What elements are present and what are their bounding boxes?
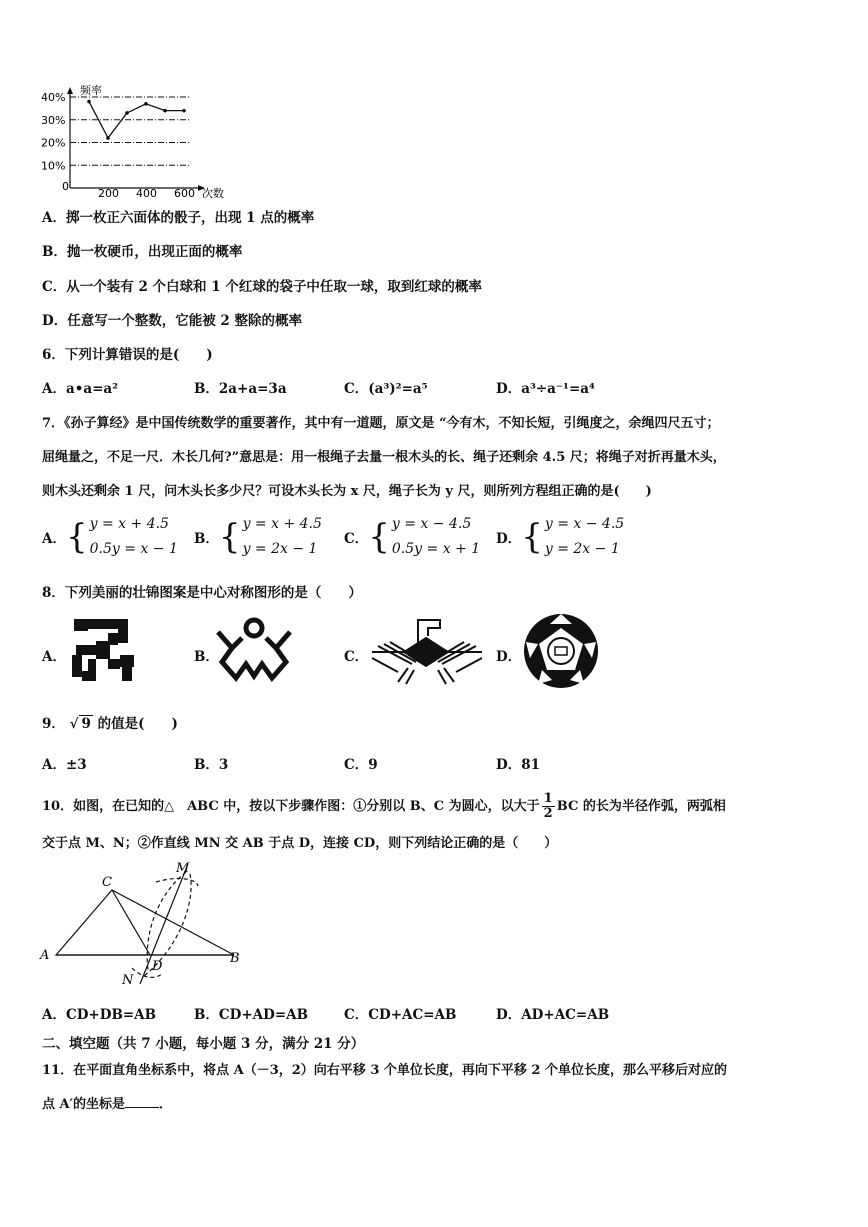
point-label-c: C bbox=[102, 875, 112, 890]
q10-option-c: C．CD+AC=AB bbox=[344, 1007, 457, 1023]
q7-option-b bbox=[194, 512, 322, 562]
q5-option-b: B．抛一枚硬币，出现正面的概率 bbox=[42, 244, 243, 260]
data-point bbox=[182, 109, 186, 113]
brace: { bbox=[368, 517, 390, 557]
q9-tail: 的值是( ) bbox=[97, 716, 178, 732]
data-point bbox=[125, 111, 129, 115]
q11-line-2-end: ． bbox=[159, 1097, 173, 1112]
equation: y = x + 4.5 bbox=[242, 516, 322, 532]
q7-line-2: 屈绳量之，不足一尺．木长几何?”意思是：用一根绳子去量一根木头的长、绳子还剩余 4.5 尺；将绳子对折再量木头， bbox=[42, 450, 726, 465]
q10-line-1-end: BC 的长为半径作弧，两弧相 bbox=[556, 799, 726, 814]
y-tick-label: 30% bbox=[41, 113, 66, 127]
q10-option-a: A．CD+DB=AB bbox=[42, 1007, 157, 1023]
q8-option-b-label: B． bbox=[194, 649, 219, 665]
q8-option-c-label: C． bbox=[344, 649, 369, 665]
q7-option-d bbox=[496, 512, 624, 562]
data-point bbox=[144, 102, 148, 106]
q7-option-a bbox=[42, 512, 178, 562]
fraction-half bbox=[542, 792, 555, 821]
q7-option-b-label: B． bbox=[194, 531, 219, 547]
pattern-b-image bbox=[214, 614, 294, 686]
q5-option-a: A．掷一枚正六面体的骰子，出现 1 点的概率 bbox=[42, 210, 315, 226]
q6-stem: 6．下列计算错误的是( ) bbox=[42, 347, 213, 363]
q7-option-c-label: C． bbox=[344, 531, 369, 547]
q7-option-c bbox=[344, 512, 480, 562]
q10-option-d: D．AD+AC=AB bbox=[496, 1007, 610, 1023]
q9-option-d: D．81 bbox=[496, 757, 540, 773]
q11-line-2 bbox=[42, 1093, 172, 1112]
q11-line-1: 11．在平面直角坐标系中，将点 A（－3，2）向右平移 3 个单位长度，再向下平移 2 个单位长度，那么平移后对应的 bbox=[42, 1063, 727, 1078]
answer-blank bbox=[125, 1095, 159, 1108]
y-tick-label: 40% bbox=[41, 91, 66, 104]
data-point bbox=[106, 136, 110, 140]
equation: y = x + 4.5 bbox=[89, 516, 169, 532]
point-label-d: D bbox=[152, 959, 163, 974]
y-tick-label: 10% bbox=[41, 159, 66, 173]
q6-option-d: D．a³÷a⁻¹=a⁴ bbox=[496, 381, 595, 397]
x-tick-label: 600 bbox=[174, 187, 195, 200]
pattern-c-image bbox=[368, 614, 486, 686]
q5-option-c: C．从一个装有 2 个白球和 1 个红球的袋子中任取一球，取到红球的概率 bbox=[42, 279, 482, 295]
q10-line-1 bbox=[42, 792, 726, 821]
pattern-a-image bbox=[68, 615, 138, 685]
point-label-b: B bbox=[230, 951, 240, 966]
equation: 0.5y = x − 1 bbox=[89, 541, 178, 557]
y-axis-label: 频率 bbox=[80, 84, 102, 97]
pattern-d-image bbox=[522, 612, 600, 690]
sqrt-radicand: 9 bbox=[81, 716, 91, 732]
point-label-a: A bbox=[40, 948, 50, 963]
sqrt-expression: √ 9 bbox=[69, 716, 91, 732]
q9-stem bbox=[42, 712, 178, 732]
q9-option-c: C．9 bbox=[344, 757, 378, 773]
equation: y = x − 4.5 bbox=[544, 516, 625, 532]
q10-line-2: 交于点 M、N；②作直线 MN 交 AB 于点 D，连接 CD，则下列结论正确的是（ ） bbox=[42, 836, 558, 851]
q8-option-a-label: A． bbox=[42, 649, 66, 665]
y-tick-label: 20% bbox=[41, 136, 66, 150]
equation: y = x − 4.5 bbox=[391, 516, 472, 532]
q6-option-c: C．(a³)²=a⁵ bbox=[344, 381, 428, 397]
brace: { bbox=[65, 517, 88, 557]
equation: y = 2x − 1 bbox=[544, 541, 620, 557]
frequency-line-chart bbox=[30, 80, 270, 200]
data-point bbox=[163, 109, 167, 113]
origin-label: 0 bbox=[62, 180, 69, 193]
q8-option-d-label: D． bbox=[496, 649, 522, 665]
y-axis-arrow bbox=[67, 87, 73, 94]
x-tick-label: 400 bbox=[136, 187, 157, 200]
triangle-construction-figure bbox=[36, 858, 246, 990]
x-tick-labels bbox=[98, 187, 195, 200]
x-tick-label: 200 bbox=[98, 187, 119, 200]
fraction-numerator: 1 bbox=[543, 791, 553, 806]
q7-line-3: 则木头还剩余 1 尺，问木头长多少尺？可设木头长为 x 尺，绳子长为 y 尺，则所列方程组正确的是( ) bbox=[42, 484, 652, 499]
equation: 0.5y = x + 1 bbox=[391, 541, 481, 557]
q7-line-1: 7．《孙子算经》是中国传统数学的重要著作，其中有一道题，原文是 “今有木，不知长短，引绳度之，余绳四尺五寸； bbox=[42, 416, 720, 431]
q6-option-b: B．2a+a=3a bbox=[194, 381, 287, 397]
q7-option-d-label: D． bbox=[496, 531, 522, 547]
brace: { bbox=[218, 517, 241, 557]
q10-line-1-start: 10．如图，在已知的△ ABC 中，按以下步骤作图：①分别以 B、C 为圆心，以大于 bbox=[42, 799, 540, 814]
q10-option-b: B．CD+AD=AB bbox=[194, 1007, 309, 1023]
q6-option-a: A．a•a=a² bbox=[42, 381, 119, 397]
y-tick-labels bbox=[41, 91, 69, 193]
q9-option-a: A．±3 bbox=[42, 757, 87, 773]
q9-option-b: B．3 bbox=[194, 757, 229, 773]
q7-option-a-label: A． bbox=[42, 531, 66, 547]
q11-line-2-start: 点 A′的坐标是 bbox=[42, 1097, 126, 1112]
q5-option-d: D．任意写一个整数，它能被 2 整除的概率 bbox=[42, 313, 302, 329]
fraction-denominator: 2 bbox=[543, 806, 553, 821]
section-2-heading: 二、填空题（共 7 小题，每小题 3 分，满分 21 分） bbox=[42, 1036, 365, 1052]
gridlines bbox=[70, 97, 190, 165]
data-point bbox=[87, 100, 91, 104]
brace: { bbox=[521, 517, 543, 557]
equation: y = 2x − 1 bbox=[242, 541, 318, 557]
q9-number: 9． bbox=[42, 716, 65, 732]
q8-stem: 8．下列美丽的壮锦图案是中心对称图形的是（ ） bbox=[42, 585, 362, 601]
x-axis-label: 次数 bbox=[202, 187, 224, 200]
point-label-m: M bbox=[176, 861, 190, 876]
point-label-n: N bbox=[122, 973, 134, 988]
